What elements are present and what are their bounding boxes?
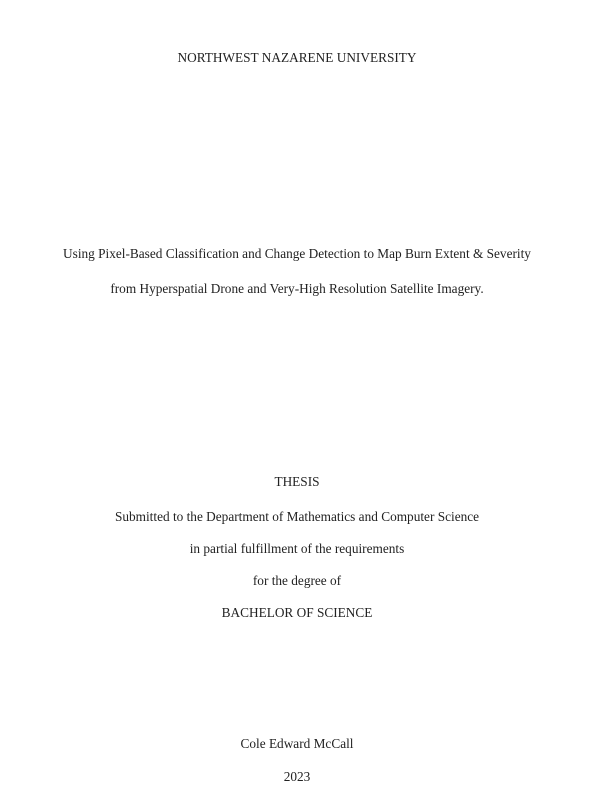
thesis-title-line-1: Using Pixel-Based Classification and Change Detection to Map Burn Extent & Severity bbox=[63, 246, 531, 261]
author-name: Cole Edward McCall bbox=[240, 736, 354, 751]
fulfillment-statement: in partial fulfillment of the requirements bbox=[189, 541, 405, 556]
degree-name: BACHELOR OF SCIENCE bbox=[221, 605, 373, 620]
thesis-title-line-2: from Hyperspatial Drone and Very-High Resolution Satellite Imagery. bbox=[110, 281, 484, 296]
submission-statement: Submitted to the Department of Mathematics and Computer Science bbox=[114, 509, 480, 524]
submission-year: 2023 bbox=[283, 769, 311, 784]
document-type: THESIS bbox=[274, 474, 320, 489]
degree-intro: for the degree of bbox=[252, 573, 342, 588]
university-name: NORTHWEST NAZARENE UNIVERSITY bbox=[177, 50, 417, 65]
